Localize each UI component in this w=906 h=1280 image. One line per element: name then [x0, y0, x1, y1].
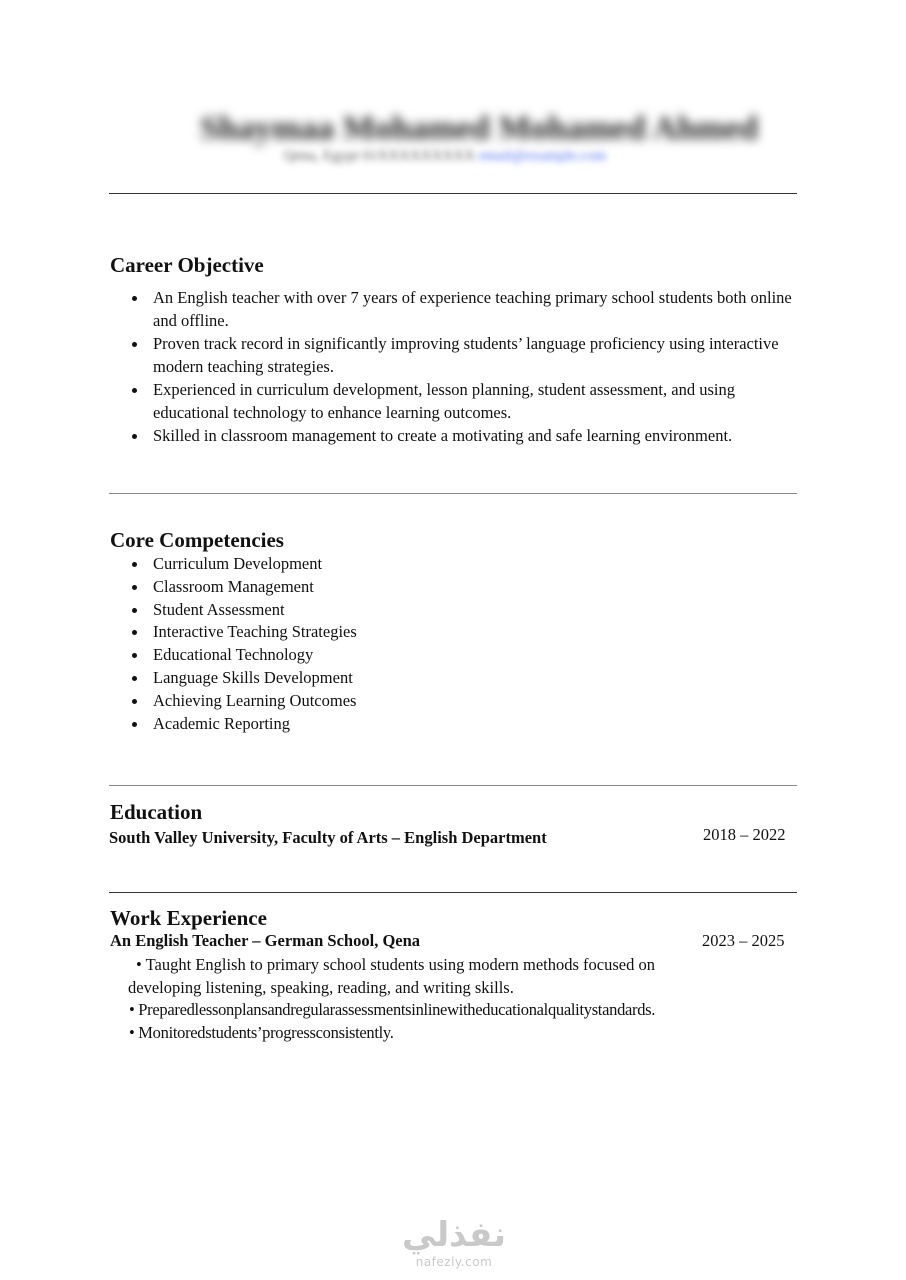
list-item: Experienced in curriculum development, lesson planning, student assessment, and using educational technology to enhance learning outcomes.	[110, 379, 793, 424]
education-dates: 2018 – 2022	[703, 825, 786, 844]
core-competencies-list	[110, 553, 357, 735]
work-duty-line: developing listening, speaking, reading, and writing skills.	[128, 978, 514, 997]
section-divider	[109, 892, 797, 893]
watermark-logo: نفذلي	[401, 1215, 507, 1255]
work-duty-line: • Taught English to primary school students using modern methods focused on	[136, 955, 655, 974]
job-title: An English Teacher – German School, Qena	[110, 931, 421, 950]
work-duty-line: • Monitoredstudents’progressconsistently.	[129, 1023, 394, 1042]
list-item: Curriculum Development	[110, 553, 357, 576]
career-objective-list	[110, 287, 810, 449]
list-item: Language Skills Development	[110, 667, 357, 690]
work-experience-heading: Work Experience	[110, 906, 267, 930]
list-item: Proven track record in significantly improving students’ language proficiency using interactive modern teaching strategies.	[110, 333, 793, 378]
job-dates: 2023 – 2025	[702, 931, 785, 950]
list-item: Educational Technology	[110, 644, 357, 667]
section-divider	[109, 785, 797, 786]
candidate-name: Shaymaa Mohamed Mohamed Ahmed	[200, 110, 759, 147]
watermark-url: nafezly.com	[415, 1255, 493, 1269]
list-item: Achieving Learning Outcomes	[110, 690, 357, 713]
list-item: Skilled in classroom management to create a motivating and safe learning environment.	[110, 425, 813, 448]
core-competencies-heading: Core Competencies	[110, 528, 284, 552]
list-item: Interactive Teaching Strategies	[110, 621, 357, 644]
list-item: Academic Reporting	[110, 713, 357, 736]
list-item: An English teacher with over 7 years of experience teaching primary school students both online and offline.	[110, 287, 793, 332]
nafezly-watermark	[395, 1215, 513, 1279]
header-divider	[109, 193, 797, 194]
contact-location: Qena, Egypt	[283, 148, 359, 164]
education-heading: Education	[110, 800, 203, 824]
list-item: Student Assessment	[110, 599, 357, 622]
education-school: South Valley University, Faculty of Arts – English Department	[109, 828, 547, 847]
contact-phone: 01XXXXXXXXX	[362, 148, 475, 164]
list-item: Classroom Management	[110, 576, 357, 599]
contact-info	[245, 148, 645, 165]
contact-email[interactable]: email@example.com	[478, 148, 607, 164]
work-duty-line: • Preparedlessonplansandregularassessmentsinlinewitheducationalqualitystandards.	[129, 1000, 656, 1019]
section-divider	[109, 493, 797, 494]
career-objective-heading: Career Objective	[110, 253, 264, 277]
